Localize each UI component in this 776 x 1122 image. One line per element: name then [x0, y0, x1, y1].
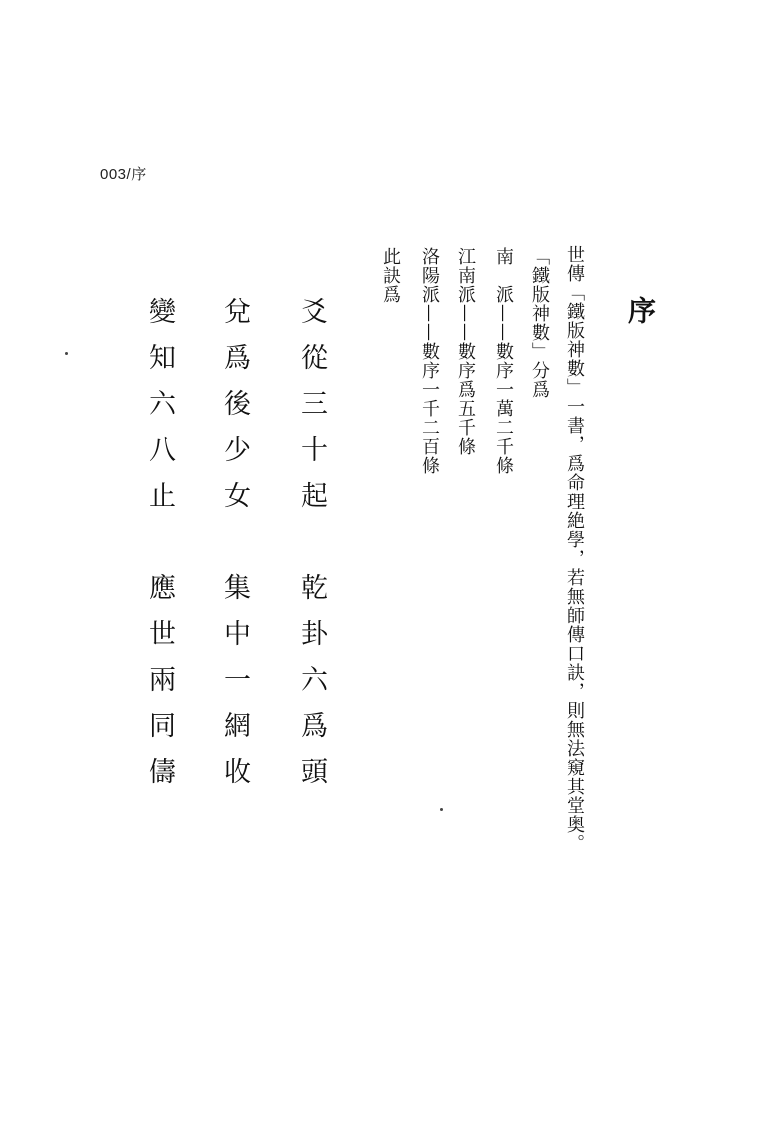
prose-line: 世傳「鐵版神數」一書，爲命理絶學，若無師傳口訣，則無法窺其堂奥。: [564, 245, 585, 853]
scan-speck: [65, 352, 68, 355]
prose-line: 洛陽派——數序一千二百條: [419, 247, 440, 475]
scan-speck: [440, 808, 443, 811]
prose-line: 「鐵版神數」分爲: [529, 247, 550, 399]
prose-line: 此訣爲: [380, 247, 401, 304]
prose-line: 江南派——數序爲五千條: [455, 247, 476, 456]
prose-line: 南 派——數序一萬二千條: [493, 247, 514, 475]
verse-line: 變知六八止 應世兩同儔: [144, 297, 175, 803]
verse-line: 爻從三十起 乾卦六爲頭: [296, 297, 327, 803]
section-title: 序: [624, 296, 657, 326]
page-header: 003/序: [100, 166, 147, 183]
verse-line: 兌爲後少女 集中一網收: [219, 297, 250, 803]
